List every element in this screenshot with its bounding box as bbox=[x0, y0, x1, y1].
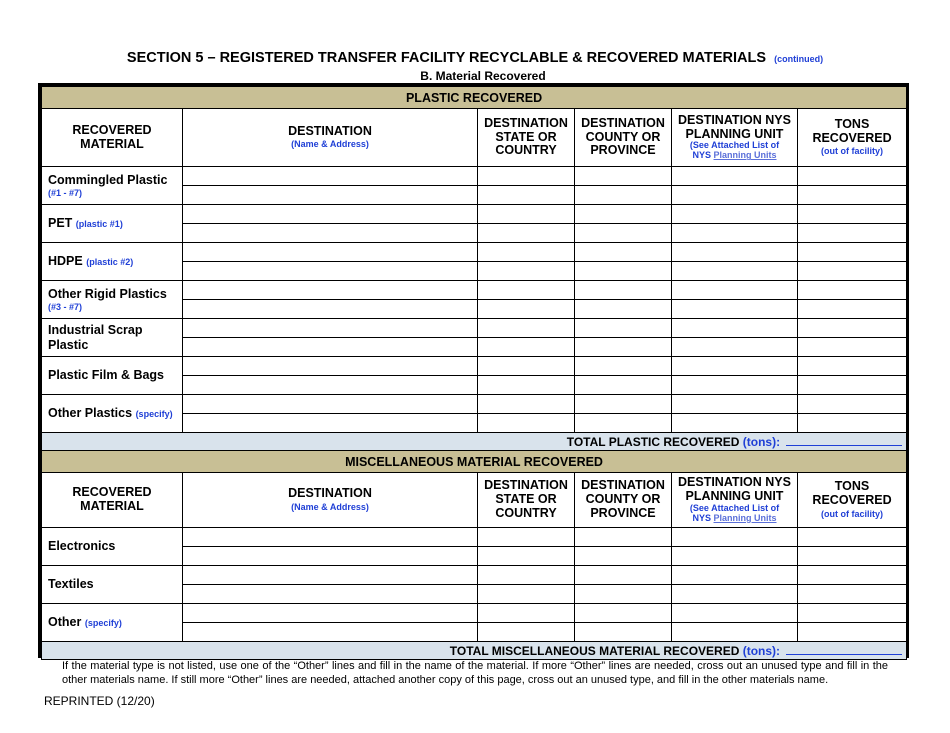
planning-unit-field[interactable] bbox=[672, 300, 798, 319]
planning-unit-field[interactable] bbox=[672, 604, 798, 623]
tons-field[interactable] bbox=[798, 300, 907, 319]
misc-band-title: MISCELLANEOUS MATERIAL RECOVERED bbox=[42, 451, 907, 473]
table-row bbox=[42, 281, 907, 300]
tons-field[interactable] bbox=[798, 357, 907, 376]
state-field[interactable] bbox=[478, 319, 575, 338]
state-field[interactable] bbox=[478, 243, 575, 262]
table-row bbox=[42, 319, 907, 338]
tons-field[interactable] bbox=[798, 376, 907, 395]
tons-field[interactable] bbox=[798, 547, 907, 566]
footer-note: If the material type is not listed, use one of the “Other” lines and fill in the name of the material. If more “Other” lines are needed, cross out an unused type and fill in the other materials name. If still more “Other” lines are needed, attached another copy of this page, cross out an unused type, and fill in the other materials name. bbox=[62, 660, 888, 687]
plastic-band-title: PLASTIC RECOVERED bbox=[42, 87, 907, 109]
plastic-header-row bbox=[42, 109, 907, 167]
reprinted-label: REPRINTED (12/20) bbox=[44, 694, 155, 708]
plastic-material-label: PET (plastic #1) bbox=[42, 205, 183, 243]
destination-field[interactable] bbox=[183, 547, 478, 566]
state-field[interactable] bbox=[478, 300, 575, 319]
section-subtitle: B. Material Recovered bbox=[420, 69, 546, 83]
misc-material-label: Textiles bbox=[42, 566, 183, 604]
state-field[interactable] bbox=[478, 528, 575, 547]
destination-field[interactable] bbox=[183, 186, 478, 205]
state-field[interactable] bbox=[478, 186, 575, 205]
state-field[interactable] bbox=[478, 604, 575, 623]
destination-field[interactable] bbox=[183, 566, 478, 585]
destination-field[interactable] bbox=[183, 376, 478, 395]
state-field[interactable] bbox=[478, 205, 575, 224]
tons-field[interactable] bbox=[798, 281, 907, 300]
plastic-material-label: Other Rigid Plastics (#3 - #7) bbox=[42, 281, 183, 319]
state-field[interactable] bbox=[478, 167, 575, 186]
col-header-tons: TONS RECOVERED (out of facility) bbox=[798, 473, 907, 528]
county-field[interactable] bbox=[575, 262, 672, 281]
destination-field[interactable] bbox=[183, 167, 478, 186]
plastic-total-unit: (tons): bbox=[742, 435, 781, 449]
planning-unit-field[interactable] bbox=[672, 376, 798, 395]
tons-field[interactable] bbox=[798, 319, 907, 338]
tons-field[interactable] bbox=[798, 262, 907, 281]
state-field[interactable] bbox=[478, 623, 575, 642]
col-header-nys: DESTINATION NYS PLANNING UNIT (See Attached List of NYS Planning Units bbox=[672, 109, 798, 167]
col-header-tons: TONS RECOVERED (out of facility) bbox=[798, 109, 907, 167]
county-field[interactable] bbox=[575, 281, 672, 300]
planning-unit-field[interactable] bbox=[672, 338, 798, 357]
county-field[interactable] bbox=[575, 319, 672, 338]
table-row bbox=[42, 528, 907, 547]
state-field[interactable] bbox=[478, 547, 575, 566]
col-header-state: DESTINATION STATE OR COUNTRY bbox=[478, 109, 575, 167]
planning-unit-field[interactable] bbox=[672, 414, 798, 433]
county-field[interactable] bbox=[575, 167, 672, 186]
planning-units-link[interactable]: Planning Units bbox=[713, 512, 777, 523]
col-header-county: DESTINATION COUNTY OR PROVINCE bbox=[575, 109, 672, 167]
destination-field[interactable] bbox=[183, 414, 478, 433]
county-field[interactable] bbox=[575, 623, 672, 642]
misc-total-label: TOTAL MISCELLANEOUS MATERIAL RECOVERED bbox=[449, 643, 740, 658]
state-field[interactable] bbox=[478, 376, 575, 395]
county-field[interactable] bbox=[575, 547, 672, 566]
county-field[interactable] bbox=[575, 224, 672, 243]
tons-field[interactable] bbox=[798, 224, 907, 243]
continued-note: (continued) bbox=[774, 54, 824, 64]
plastic-total-row bbox=[42, 433, 907, 452]
plastic-material-label: Other Plastics (specify) bbox=[42, 395, 183, 433]
planning-unit-field[interactable] bbox=[672, 186, 798, 205]
planning-unit-field[interactable] bbox=[672, 205, 798, 224]
state-field[interactable] bbox=[478, 414, 575, 433]
tons-field[interactable] bbox=[798, 186, 907, 205]
section-title bbox=[0, 50, 950, 66]
tons-field[interactable] bbox=[798, 585, 907, 604]
state-field[interactable] bbox=[478, 281, 575, 300]
misc-total-field[interactable] bbox=[786, 645, 902, 655]
state-field[interactable] bbox=[478, 224, 575, 243]
county-field[interactable] bbox=[575, 414, 672, 433]
destination-field[interactable] bbox=[183, 357, 478, 376]
destination-field[interactable] bbox=[183, 604, 478, 623]
county-field[interactable] bbox=[575, 566, 672, 585]
tons-field[interactable] bbox=[798, 414, 907, 433]
county-field[interactable] bbox=[575, 338, 672, 357]
planning-units-link[interactable]: Planning Units bbox=[713, 150, 777, 161]
destination-field[interactable] bbox=[183, 281, 478, 300]
col-header-material: RECOVERED MATERIAL bbox=[42, 473, 183, 528]
county-field[interactable] bbox=[575, 243, 672, 262]
state-field[interactable] bbox=[478, 338, 575, 357]
misc-header-row bbox=[42, 473, 907, 528]
state-field[interactable] bbox=[478, 262, 575, 281]
county-field[interactable] bbox=[575, 395, 672, 414]
planning-unit-field[interactable] bbox=[672, 623, 798, 642]
section-title-text: SECTION 5 – REGISTERED TRANSFER FACILITY RECYCLABLE & RECOVERED MATERIALS bbox=[126, 50, 767, 66]
plastic-total-label: TOTAL PLASTIC RECOVERED bbox=[566, 435, 740, 449]
col-header-destination: DESTINATION (Name & Address) bbox=[183, 473, 478, 528]
planning-unit-field[interactable] bbox=[672, 585, 798, 604]
destination-field[interactable] bbox=[183, 395, 478, 414]
destination-field[interactable] bbox=[183, 585, 478, 604]
misc-material-label: Electronics bbox=[42, 528, 183, 566]
col-header-destination: DESTINATION (Name & Address) bbox=[183, 109, 478, 167]
plastic-material-label: Industrial Scrap Plastic bbox=[42, 319, 183, 357]
table-row bbox=[42, 205, 907, 224]
col-header-county: DESTINATION COUNTY OR PROVINCE bbox=[575, 473, 672, 528]
county-field[interactable] bbox=[575, 186, 672, 205]
misc-material-label: Other (specify) bbox=[42, 604, 183, 642]
destination-field[interactable] bbox=[183, 300, 478, 319]
tons-field[interactable] bbox=[798, 604, 907, 623]
plastic-table bbox=[41, 86, 907, 452]
destination-field[interactable] bbox=[183, 205, 478, 224]
tons-field[interactable] bbox=[798, 338, 907, 357]
county-field[interactable] bbox=[575, 376, 672, 395]
planning-unit-field[interactable] bbox=[672, 319, 798, 338]
table-row bbox=[42, 167, 907, 186]
table-row bbox=[42, 566, 907, 585]
table-row bbox=[42, 243, 907, 262]
planning-unit-field[interactable] bbox=[672, 547, 798, 566]
state-field[interactable] bbox=[478, 566, 575, 585]
state-field[interactable] bbox=[478, 357, 575, 376]
destination-field[interactable] bbox=[183, 528, 478, 547]
county-field[interactable] bbox=[575, 300, 672, 319]
table-row bbox=[42, 357, 907, 376]
table-row bbox=[42, 604, 907, 623]
tons-field[interactable] bbox=[798, 395, 907, 414]
tons-field[interactable] bbox=[798, 243, 907, 262]
misc-table bbox=[41, 450, 907, 660]
plastic-material-label: Plastic Film & Bags bbox=[42, 357, 183, 395]
table-row bbox=[42, 395, 907, 414]
destination-field[interactable] bbox=[183, 224, 478, 243]
planning-unit-field[interactable] bbox=[672, 281, 798, 300]
plastic-material-label: Commingled Plastic (#1 - #7) bbox=[42, 167, 183, 205]
planning-unit-field[interactable] bbox=[672, 224, 798, 243]
destination-field[interactable] bbox=[183, 319, 478, 338]
tons-field[interactable] bbox=[798, 623, 907, 642]
plastic-material-label: HDPE (plastic #2) bbox=[42, 243, 183, 281]
misc-total-row bbox=[42, 642, 907, 660]
tons-field[interactable] bbox=[798, 566, 907, 585]
state-field[interactable] bbox=[478, 585, 575, 604]
tons-field[interactable] bbox=[798, 528, 907, 547]
destination-field[interactable] bbox=[183, 262, 478, 281]
plastic-total-field[interactable] bbox=[786, 436, 902, 446]
col-header-state: DESTINATION STATE OR COUNTRY bbox=[478, 473, 575, 528]
tons-field[interactable] bbox=[798, 205, 907, 224]
planning-unit-field[interactable] bbox=[672, 395, 798, 414]
county-field[interactable] bbox=[575, 528, 672, 547]
planning-unit-field[interactable] bbox=[672, 262, 798, 281]
county-field[interactable] bbox=[575, 604, 672, 623]
destination-field[interactable] bbox=[183, 338, 478, 357]
planning-unit-field[interactable] bbox=[672, 566, 798, 585]
material-recovered-form bbox=[38, 83, 909, 658]
planning-unit-field[interactable] bbox=[672, 243, 798, 262]
tons-field[interactable] bbox=[798, 167, 907, 186]
destination-field[interactable] bbox=[183, 243, 478, 262]
col-header-material: RECOVERED MATERIAL bbox=[42, 109, 183, 167]
county-field[interactable] bbox=[575, 585, 672, 604]
county-field[interactable] bbox=[575, 357, 672, 376]
planning-unit-field[interactable] bbox=[672, 528, 798, 547]
planning-unit-field[interactable] bbox=[672, 357, 798, 376]
col-header-nys: DESTINATION NYS PLANNING UNIT (See Attached List of NYS Planning Units bbox=[672, 473, 798, 528]
state-field[interactable] bbox=[478, 395, 575, 414]
county-field[interactable] bbox=[575, 205, 672, 224]
planning-unit-field[interactable] bbox=[672, 167, 798, 186]
destination-field[interactable] bbox=[183, 623, 478, 642]
misc-total-unit: (tons): bbox=[742, 643, 781, 658]
